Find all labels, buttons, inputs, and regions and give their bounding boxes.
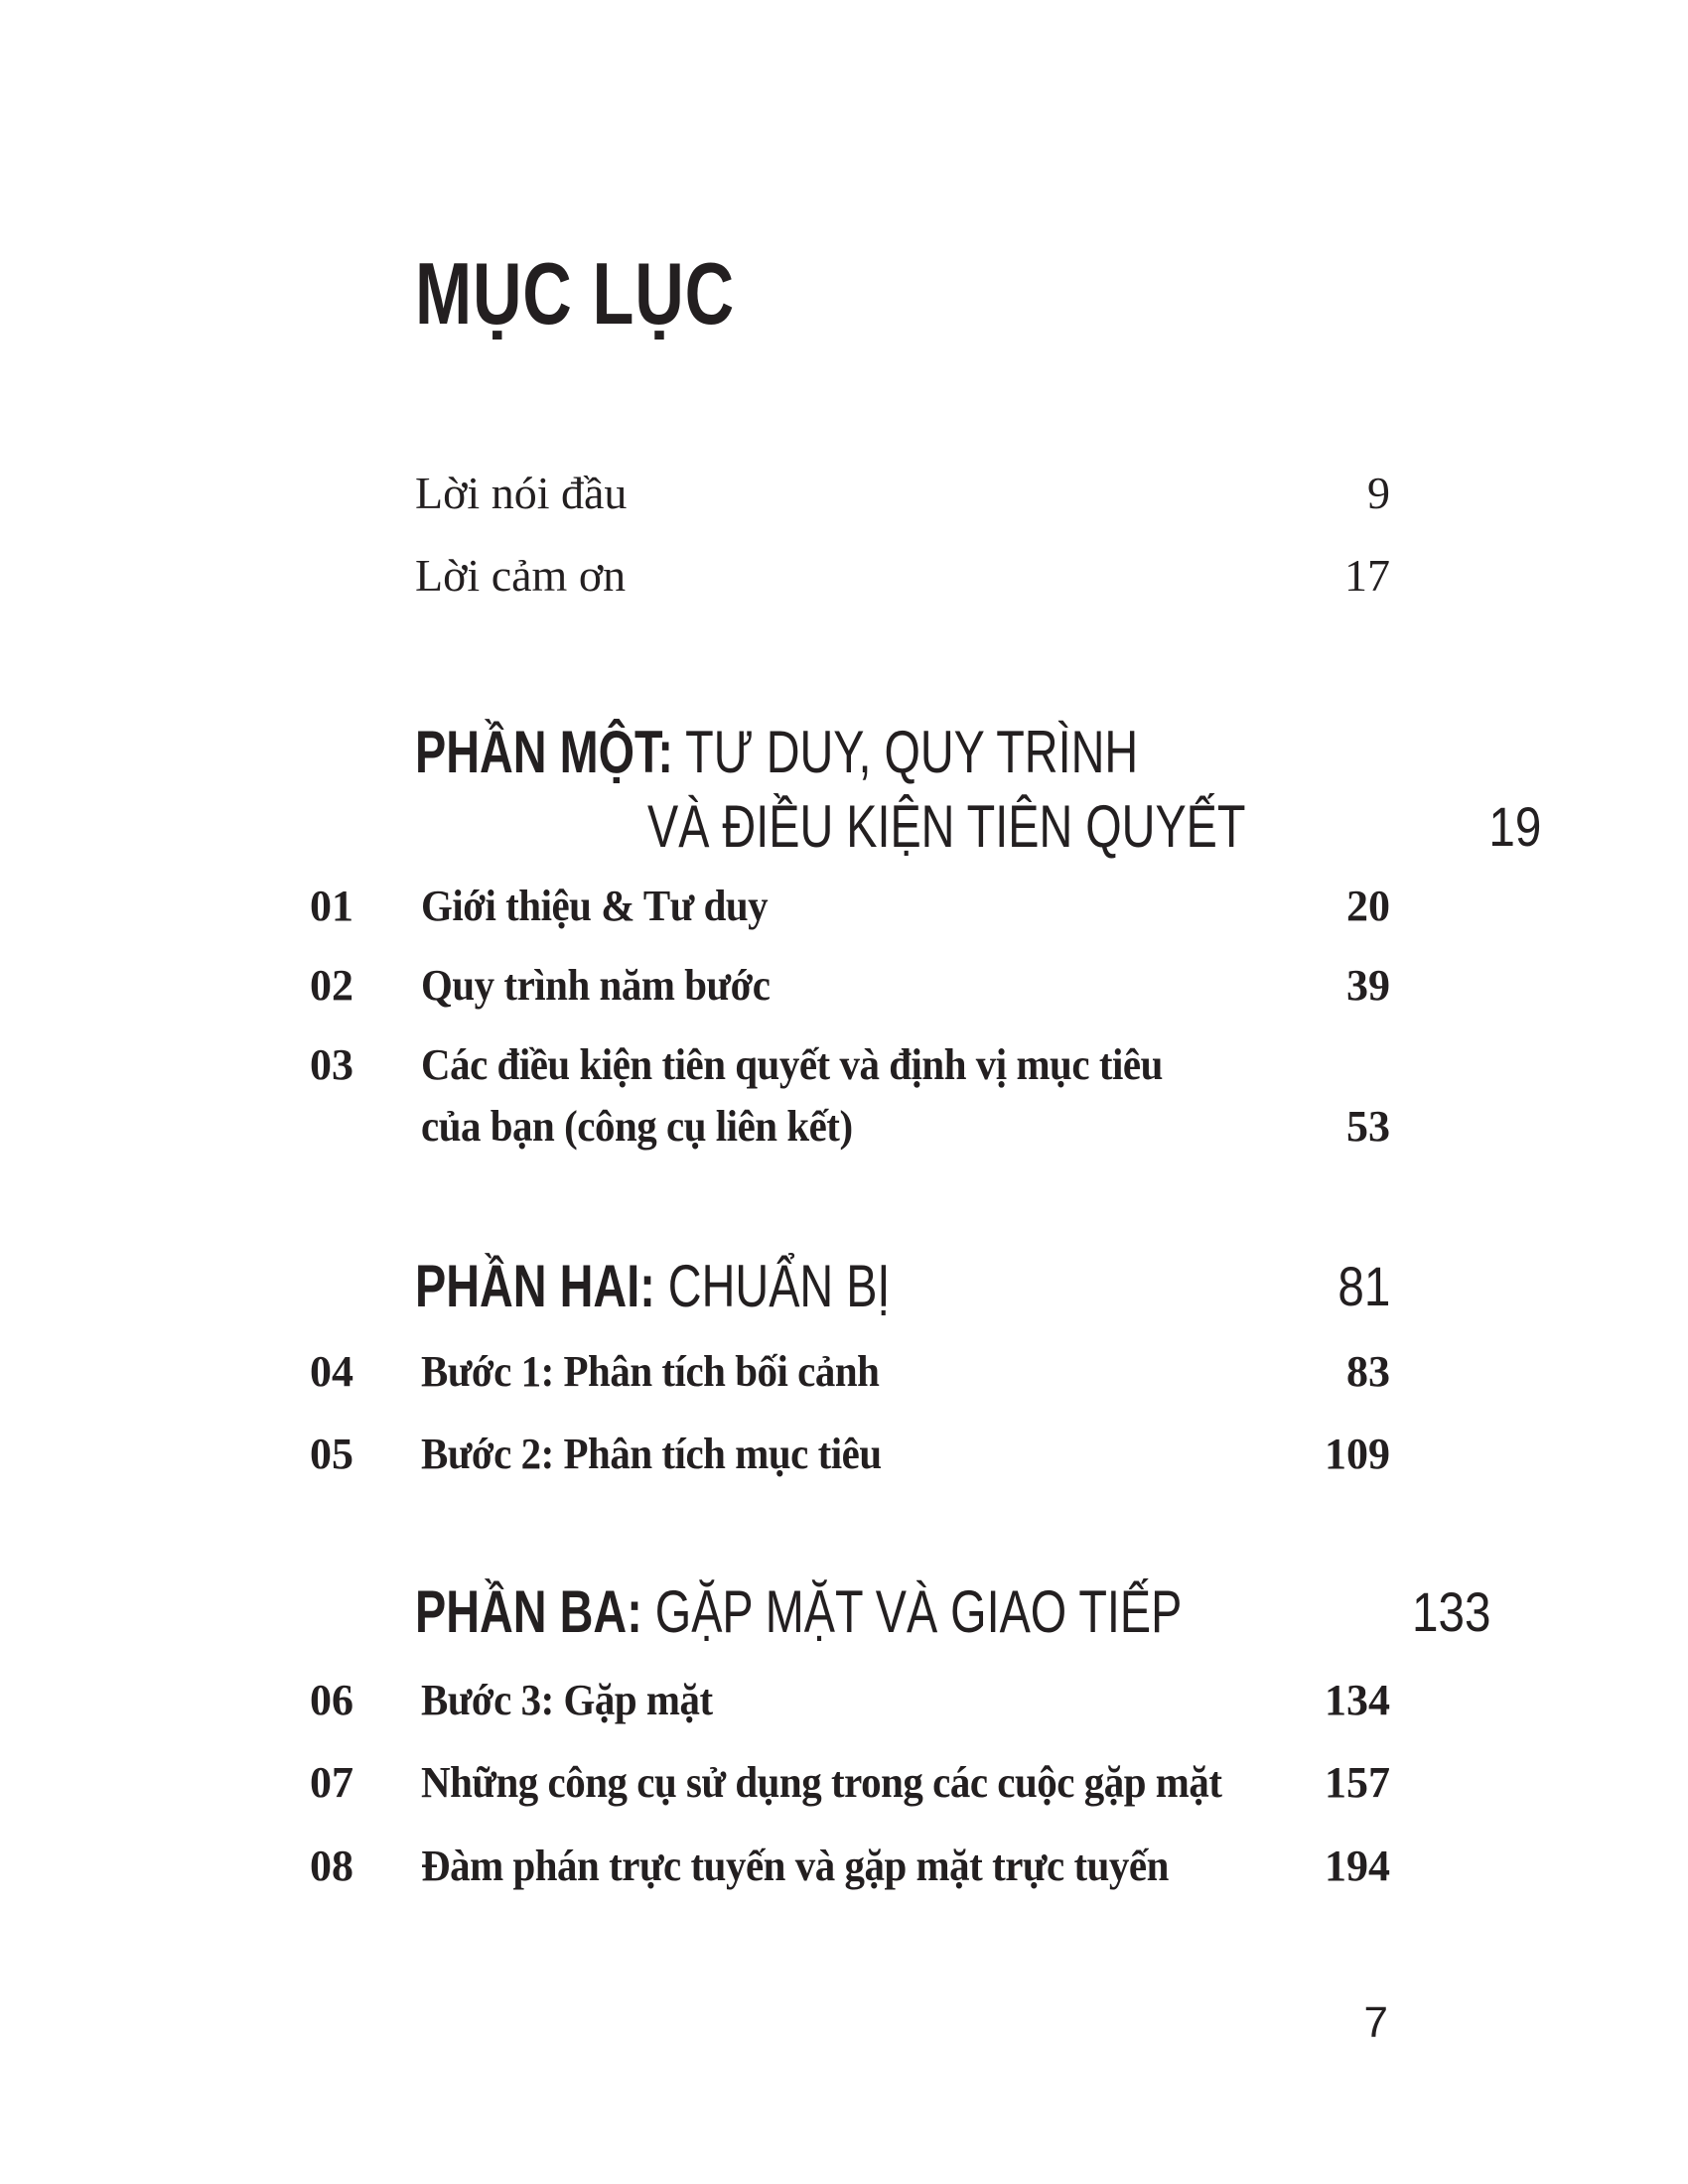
section-page-number: 133	[1412, 1580, 1491, 1643]
toc-item	[310, 1341, 1390, 1403]
chapter-title: Quy trình năm bước	[421, 961, 771, 1010]
section-label: PHẦN MỘT:	[415, 719, 673, 785]
toc-item	[310, 1752, 1390, 1814]
chapter-page-number: 109	[1325, 1430, 1390, 1478]
chapter-number: 05	[310, 1430, 353, 1478]
toc-item	[310, 876, 1390, 937]
section-title-line	[415, 1574, 1182, 1649]
chapter-page-number: 134	[1325, 1676, 1390, 1724]
section-page-number: 81	[1337, 1255, 1390, 1317]
chapter-title: Bước 1: Phân tích bối cảnh	[421, 1347, 880, 1396]
section-label: PHẦN BA:	[415, 1578, 642, 1645]
chapter-number: 01	[310, 882, 353, 930]
folio-page-number: 7	[1363, 1998, 1388, 2047]
chapter-page-number: 157	[1325, 1758, 1390, 1807]
section-title-text: CHUẨN BỊ	[667, 1253, 891, 1319]
chapter-page-number: 20	[1346, 882, 1390, 930]
front-matter-row	[415, 463, 1390, 524]
section-title	[415, 1249, 890, 1323]
toc-item	[310, 955, 1390, 1017]
front-matter-page-number: 9	[1367, 468, 1390, 518]
front-matter-row	[415, 545, 1390, 607]
toc-item	[310, 1424, 1390, 1485]
section-header	[415, 1574, 1491, 1649]
chapter-number: 08	[310, 1842, 353, 1890]
chapter-title: Đàm phán trực tuyến và gặp mặt trực tuyến	[421, 1842, 1169, 1890]
chapter-number: 02	[310, 961, 353, 1010]
chapter-page-number: 83	[1346, 1347, 1390, 1396]
chapter-title: Những công cụ sử dụng trong các cuộc gặp mặt	[421, 1758, 1222, 1807]
front-matter-label: Lời nói đầu	[415, 468, 628, 518]
toc-item	[310, 1670, 1390, 1731]
chapter-page-number: 53	[1346, 1102, 1390, 1151]
chapter-number: 03	[310, 1040, 353, 1089]
section-title-text: GẶP MẶT VÀ GIAO TIẾP	[654, 1578, 1183, 1645]
chapter-number: 04	[310, 1347, 353, 1396]
front-matter-page-number: 17	[1344, 550, 1390, 601]
page-title: MỤC LỤC	[415, 244, 735, 342]
section-title-line	[415, 715, 1245, 789]
section-title-line: VÀ ĐIỀU KIỆN TIÊN QUYẾT	[647, 793, 1246, 860]
chapter-title: Các điều kiện tiên quyết và định vị mục tiêu của bạn (công cụ liên kết)	[421, 1040, 1163, 1151]
section-header	[415, 1249, 1390, 1323]
section-page-number: 19	[1488, 795, 1542, 858]
section-title	[415, 1574, 1182, 1649]
chapter-number: 07	[310, 1758, 353, 1807]
section-title-line	[415, 1249, 890, 1323]
toc-item	[310, 1836, 1390, 1897]
toc-item	[310, 1034, 1390, 1158]
chapter-page-number: 194	[1325, 1842, 1390, 1890]
chapter-title: Bước 2: Phân tích mục tiêu	[421, 1430, 882, 1478]
section-title	[415, 715, 1245, 864]
chapter-number: 06	[310, 1676, 353, 1724]
chapter-page-number: 39	[1346, 961, 1390, 1010]
chapter-title: Giới thiệu & Tư duy	[421, 882, 769, 930]
front-matter-label: Lời cảm ơn	[415, 550, 627, 601]
chapter-title: Bước 3: Gặp mặt	[421, 1676, 713, 1724]
section-header	[415, 715, 1542, 864]
section-label: PHẦN HAI:	[415, 1253, 655, 1319]
section-title-text: TƯ DUY, QUY TRÌNH	[685, 719, 1139, 785]
